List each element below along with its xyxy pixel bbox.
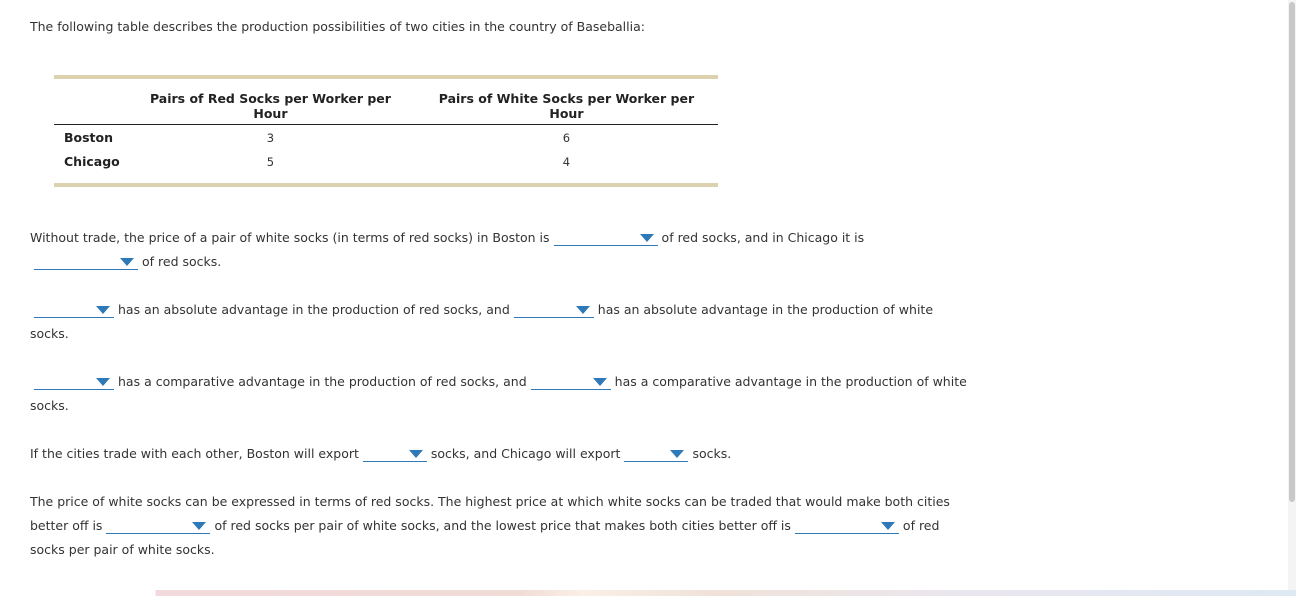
boston-price-dropdown[interactable]	[554, 230, 658, 246]
row-white: 6	[562, 130, 571, 145]
q5-text-d: of red	[902, 518, 940, 533]
q3-text-b: has a comparative advantage in the production of white	[614, 374, 967, 389]
q4-text-c: socks.	[692, 446, 732, 461]
q1-text-b: of red socks, and in Chicago it is	[661, 230, 865, 245]
q4-line1	[30, 446, 731, 462]
vertical-scrollbar[interactable]	[1288, 0, 1296, 590]
chevron-down-icon	[96, 378, 110, 386]
q5-text-a: The price of white socks can be expressed in terms of red socks. The highest price at which white socks can be traded that would make both cities	[30, 494, 950, 509]
row-red: 5	[266, 154, 275, 169]
q3-text-a: has a comparative advantage in the production of red socks, and	[118, 374, 527, 389]
production-table	[54, 75, 718, 187]
chicago-price-dropdown[interactable]	[34, 254, 138, 270]
table-header-red: Pairs of Red Socks per Worker per Hour	[126, 79, 415, 125]
q1-line1	[30, 230, 864, 246]
q5-text-e: socks per pair of white socks.	[30, 542, 215, 557]
chevron-down-icon	[96, 306, 110, 314]
comparative-white-dropdown[interactable]	[531, 374, 611, 390]
table-header-white: Pairs of White Socks per Worker per Hour	[415, 79, 718, 125]
row-red: 3	[266, 130, 275, 145]
row-white: 4	[562, 154, 571, 169]
boston-export-dropdown[interactable]	[363, 446, 427, 462]
chevron-down-icon	[593, 378, 607, 386]
chevron-down-icon	[670, 450, 684, 458]
q5-text-b: better off is	[30, 518, 103, 533]
highest-price-dropdown[interactable]	[106, 518, 210, 534]
chevron-down-icon	[409, 450, 423, 458]
chevron-down-icon	[192, 522, 206, 530]
q5-text-c: of red socks per pair of white socks, and the lowest price that makes both cities better off is	[214, 518, 791, 533]
q4-text-b: socks, and Chicago will export	[430, 446, 621, 461]
chevron-down-icon	[576, 306, 590, 314]
table-bottom-rule	[54, 183, 718, 187]
q2-text-c: socks.	[30, 326, 69, 341]
row-city: Boston	[64, 130, 114, 145]
table-row	[54, 125, 718, 150]
q1-text-a: Without trade, the price of a pair of white socks (in terms of red socks) in Boston is	[30, 230, 550, 245]
table-header-blank	[54, 79, 126, 125]
table-row	[54, 149, 718, 183]
row-city: Chicago	[64, 154, 120, 169]
q3-text-c: socks.	[30, 398, 69, 413]
chicago-export-dropdown[interactable]	[624, 446, 688, 462]
lowest-price-dropdown[interactable]	[795, 518, 899, 534]
absolute-red-dropdown[interactable]	[34, 302, 114, 318]
q2-line1	[30, 302, 933, 318]
absolute-white-dropdown[interactable]	[514, 302, 594, 318]
comparative-red-dropdown[interactable]	[34, 374, 114, 390]
q2-text-b: has an absolute advantage in the production of white	[597, 302, 934, 317]
intro-text: The following table describes the production possibilities of two cities in the country of Baseballia:	[30, 19, 645, 34]
q4-text-a: If the cities trade with each other, Boston will export	[30, 446, 359, 461]
chevron-down-icon	[881, 522, 895, 530]
q5-line2	[30, 518, 939, 534]
chevron-down-icon	[120, 258, 134, 266]
chevron-down-icon	[640, 234, 654, 242]
bottom-decorative-bar	[0, 590, 1296, 596]
scrollbar-thumb[interactable]	[1289, 2, 1295, 502]
q3-line1	[30, 374, 967, 390]
q1-text-c: of red socks.	[142, 254, 222, 269]
q2-text-a: has an absolute advantage in the production of red socks, and	[118, 302, 510, 317]
q1-line2	[30, 254, 221, 270]
